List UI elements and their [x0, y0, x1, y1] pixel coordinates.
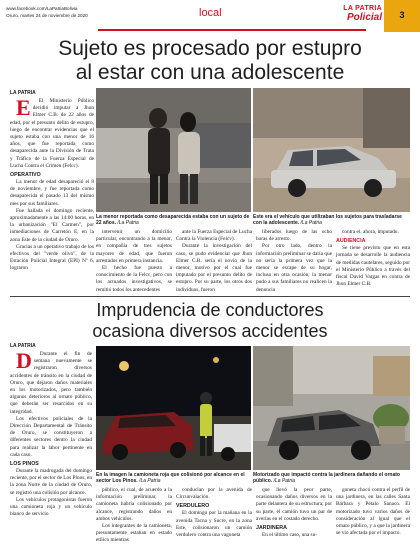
article1-col1	[10, 95, 94, 294]
article-divider	[10, 296, 410, 297]
article2-col3-p1: conducían por la avenida de Circunvalación.	[176, 487, 252, 501]
photo1-caption	[96, 214, 251, 227]
arrest-photo-image	[96, 88, 251, 212]
photo3-credit: /La Patria	[139, 478, 161, 485]
article2-headline-line2: ocasiona diversos accidentes	[92, 321, 328, 341]
article1-col2	[96, 229, 172, 293]
article2-photo-red-truck	[96, 346, 251, 470]
article1-col5	[336, 229, 410, 293]
header-rule	[98, 29, 366, 31]
article2-col2	[96, 487, 172, 544]
photo3-caption-text: En la imagen la camioneta roja que colisionó por alcance en el sector Los Pinos.	[96, 472, 245, 485]
article1-col1-p2: La menor de edad desapareció el 8 de noviembre, y fue reportada como desaparecida el pasado 13 del mismo mes por sus familiares.	[10, 179, 94, 207]
article1-col3-p1: ante la Fuerza Especial de Lucha Contra la Violencia (Felcv).	[176, 229, 252, 243]
photo2-caption	[253, 214, 410, 227]
article2-source: LA PATRIA	[10, 343, 36, 349]
subheading-jardinera: JARDINERA	[256, 525, 287, 532]
photo4-caption	[253, 472, 410, 485]
article1-headline-line1: Sujeto es procesado por estupro	[58, 37, 362, 60]
article2-photo-planter-crash	[253, 346, 410, 470]
article1-source: LA PATRIA	[10, 90, 36, 96]
article1-col5-p2: Se tiene previsto que en esta jornada se desarrolle la audiencia de medidas cautelares, seguido por el Ministerio Público a través del fiscal David Vargas en contra de Jhon Elmer C.B.	[336, 245, 410, 288]
article1-col2-p2: El hecho fue puesto a conocimiento de la Felcc, pero con los actuados investigativos, se remitió todos los antecedentes	[96, 265, 172, 293]
photo1-credit: /La Patria	[117, 220, 139, 227]
header-date: Oruro, martes 24 de noviembre de 2020	[6, 13, 88, 18]
article1-col4-p2: Por otro lado, dentro la información preliminar se daría que no sería la primera vez que la menor se escape de su hogar, incluso en otra ocasión, la menor pudo a sus familiares no realicen la denuncia	[256, 243, 332, 293]
brand-name: LA PATRIA	[343, 5, 382, 12]
brand-logo	[320, 5, 382, 23]
page-header	[0, 0, 420, 34]
article2-col4	[256, 487, 332, 539]
article2-headline-line1: Imprudencia de conductores	[96, 300, 324, 320]
article1-col4-p1: liberados luego de las ocho horas de arresto.	[256, 229, 332, 243]
article1-photo-arrest	[96, 88, 251, 212]
article1-photo-vehicle	[253, 88, 410, 212]
article1-col1-p1: El Ministerio Público decidió imputar a Jhon Elmer C.B. de 22 años de edad, por el presunto delito de estupro, luego de encontrar evidencias que el sujeto estaba con una menor de 16 años, que fue reportada como desaparecida ante la División de Trata y Tráfico de la Fuerza Especial de Lucha Contra el Crimen (Felcc).	[10, 98, 94, 169]
photo4-credit: /La Patria	[273, 478, 295, 485]
subheading-operativo: OPERATIVO	[10, 172, 41, 179]
photo3-caption	[96, 472, 251, 485]
subheading-audiencia: AUDIENCIA	[336, 238, 366, 245]
article2-col2-p1: público, el cual, de acuerdo a la información preliminar, la camioneta habría colisionado por alcance, registrando daños en ambos vehículos.	[96, 487, 172, 522]
subheading-los-pinos: LOS PINOS	[10, 461, 39, 468]
photo1-caption-text: La menor reportada como desaparecida estaba con un sujeto de 22 años.	[96, 214, 250, 227]
dropcap: D	[16, 348, 32, 373]
article1-col2-p1: intervenir un domicilio particular, encontrando a la menor, en compañía de tres sujetos mayores de edad, que fueron arrestados en primera instancia.	[96, 229, 172, 264]
brand-section: Policial	[346, 12, 382, 23]
article2-col3	[176, 487, 252, 539]
article1-col1-p4: Gracias a un operativo trabajo de los efectivos del "verde olivo", de la Estación Policial Integral (EPI) Nº 6, lograron	[10, 243, 94, 272]
article2-col1-p2: Los efectivos policiales de la Dirección Departamental de Tránsito de Oruro, se constituyeron a diferentes sectores dentro la ciudad para realizar la labor pertinente en cada caso.	[10, 415, 92, 458]
article2-col3-p2: El domingo por la mañana en la avenida Tacna y Sucre, en la zona Este, colisionaron un camión verdulero contra una vagoneta	[176, 510, 252, 539]
header-website: www.facebook.com/LaPatriaBolivia	[6, 6, 78, 11]
red-truck-photo-image	[96, 346, 251, 470]
article1-col3-p2: Durante la investigación del caso, se pudo evidenciar que Jhon Elmer C.B. sería el novio de la menor, motivo por el cual fue imputado por el presunto delito de estupro. Por su parte, los otros dos individuos, fueron	[176, 243, 252, 293]
article2-col5	[336, 487, 410, 537]
planter-crash-photo-image	[253, 346, 410, 470]
subheading-verdulero: VERDULERO	[176, 503, 210, 510]
vehicle-photo-image	[253, 88, 410, 212]
article1-headline-line2: al estar con una adolescente	[75, 61, 345, 84]
article1-col3	[176, 229, 252, 293]
article2-col2-p2: Los integrantes de la camioneta, presuntamente estaban en estado etílico mientras	[96, 523, 172, 544]
section-label: local	[199, 7, 222, 19]
article1-col5-p1: contra el, ahora, imputado.	[342, 229, 399, 235]
article1-col1-p3: Fue hallada el domingo reciente, aproximadamente a las 14:00 horas, en la urbanización "El Carmen", por inmediaciones de Carretón E, en la zona Este de la ciudad de Oruro.	[10, 207, 94, 243]
photo2-credit: /La Patria	[300, 220, 322, 227]
article2-col5-p1: goneta chocó contra el perfil de una jardinera, en las calles Santa Bárbara y Pétalo Sanaco. El motorizado tuvo varios daños de consideración al igual que el ornato público, y a que la jardinera se vio afectada por el impacto.	[336, 487, 410, 537]
page-number: 3	[384, 0, 420, 32]
article2-headline	[20, 300, 400, 342]
article1-col4	[256, 229, 332, 293]
article2-col4-p1: que llevó la peor parte, ocasionando daños diversos en la parte delantera de su estructura; por su parte, el camión tuvo un par de averías en el costado derecho.	[256, 487, 332, 522]
photo4-caption-text: Motorizado que impactó contra la jardinera dañando el ornato público.	[253, 472, 400, 485]
article2-col1-p1: Durante el fin de semana nuevamente se registraron diversos accidentes de tránsito en la ciudad de Oruro, que dejaron daños materiales en los motorizados, pero también algunos deterioros al ornato público, que deberán ser resarcidos en su integridad.	[10, 351, 92, 415]
photo2-caption-text: Este era el vehículo que utilizaban los sujetos para trasladarse con la adolescente.	[253, 214, 402, 227]
article2-col1	[10, 348, 92, 533]
dropcap: E	[16, 95, 31, 120]
article1-headline	[20, 37, 400, 85]
article2-col1-p4: Los vehículos protagonistas fueron una camioneta roja y un vehículo blanco de servicio	[10, 496, 92, 518]
article2-col4-p2: En el último caso, una su-	[262, 532, 318, 539]
article2-col1-p3: Durante la madrugada del domingo reciente, por el sector de Los Pinos, en la zona Norte de la ciudad de Oruro, se registró una colisión por alcance.	[10, 468, 92, 496]
